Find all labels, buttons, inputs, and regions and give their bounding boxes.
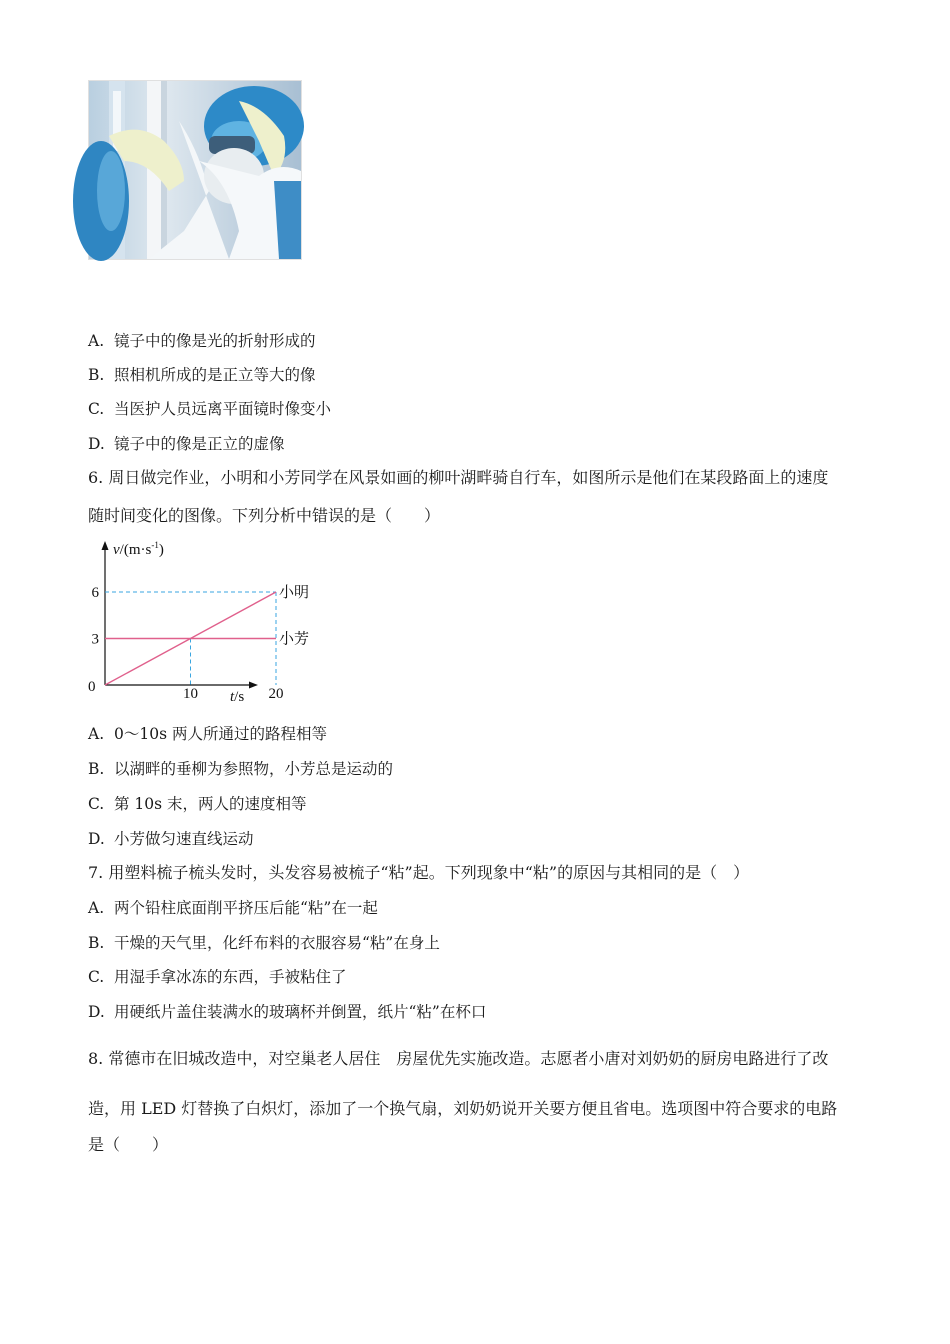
option-text: 第 10s 末，两人的速度相等 (114, 795, 307, 813)
legend-label-xiaoming: 小明 (279, 585, 310, 601)
option-text: 小芳做匀速直线运动 (114, 830, 254, 848)
x-tick-label-20: 20 (268, 686, 284, 702)
medical-staff-mirror-photo (88, 80, 302, 260)
q6-option-c (88, 794, 307, 814)
option-text: 用湿手拿冰冻的东西，手被粘住了 (114, 968, 347, 986)
y-tick-label-6: 6 (91, 585, 99, 601)
option-text: 两个铅柱底面削平挤压后能“粘”在一起 (114, 899, 378, 917)
option-letter: C. (88, 968, 105, 986)
option-letter: B. (88, 760, 105, 778)
option-text: 0～10s 两人所通过的路程相等 (114, 725, 327, 743)
option-text: 用硬纸片盖住装满水的玻璃杯并倒置，纸片“粘”在杯口 (114, 1003, 487, 1021)
q7-option-a (88, 898, 378, 918)
velocity-time-chart (80, 535, 310, 705)
option-letter: D. (88, 830, 105, 848)
option-text: 镜子中的像是正立的虚像 (114, 435, 285, 453)
option-text: 当医护人员远离平面镜时像变小 (114, 400, 332, 418)
option-letter: A. (88, 899, 105, 917)
origin-label: 0 (88, 679, 96, 695)
q6-option-d (88, 829, 254, 849)
option-letter: C. (88, 795, 105, 813)
legend-label-xiaofang: 小芳 (279, 631, 310, 648)
q7-option-c (88, 967, 347, 987)
q7-option-b (88, 933, 440, 953)
x-axis-label: t/s (230, 689, 245, 705)
option-letter: B. (88, 366, 105, 384)
q5-option-d (88, 434, 285, 454)
y-axis-label: $v/(m\cdot s^{-1})$ (113, 540, 164, 558)
option-letter: D. (88, 435, 105, 453)
option-text: 照相机所成的是正立等大的像 (114, 366, 316, 384)
option-text: 干燥的天气里，化纤布料的衣服容易“粘”在身上 (114, 934, 440, 952)
x-axis-arrow (249, 682, 258, 689)
q7-option-d (88, 1002, 486, 1022)
q6-stem-line1: 6. 周日做完作业，小明和小芳同学在风景如画的柳叶湖畔骑自行车，如图所示是他们在某段路面上的速度 (88, 468, 829, 487)
option-letter: D. (88, 1003, 105, 1021)
q7-stem: 7. 用塑料梳子梳头发时，头发容易被梳子“粘”起。下列现象中“粘”的原因与其相同的是（ ） (88, 863, 750, 882)
y-tick-label-3: 3 (91, 631, 99, 648)
q6-stem-line2: 随时间变化的图像。下列分析中错误的是（ ） (88, 506, 441, 525)
q8-stem-line3: 是（ ） (88, 1135, 169, 1154)
q5-option-a (88, 331, 316, 351)
option-letter: A. (88, 725, 105, 743)
option-text: 以湖畔的垂柳为参照物，小芳总是运动的 (114, 760, 394, 778)
option-letter: C. (88, 400, 105, 418)
y-axis-arrow (102, 541, 109, 550)
x-tick-label-10: 10 (183, 686, 198, 702)
option-letter: B. (88, 934, 105, 952)
q5-option-c (88, 399, 331, 419)
q5-option-b (88, 365, 316, 385)
q8-stem-line2: 造，用 LED 灯替换了白炽灯，添加了一个换气扇，刘奶奶说开关要方便且省电。选项图中符合要求的电路 (88, 1099, 838, 1118)
q6-option-a (88, 724, 327, 744)
option-text: 镜子中的像是光的折射形成的 (114, 332, 316, 350)
q8-stem-line1: 8. 常德市在旧城改造中，对空巢老人居住 房屋优先实施改造。志愿者小唐对刘奶奶的厨房电路进行了改 (88, 1049, 829, 1068)
q6-option-b (88, 759, 393, 779)
option-letter: A. (88, 332, 105, 350)
